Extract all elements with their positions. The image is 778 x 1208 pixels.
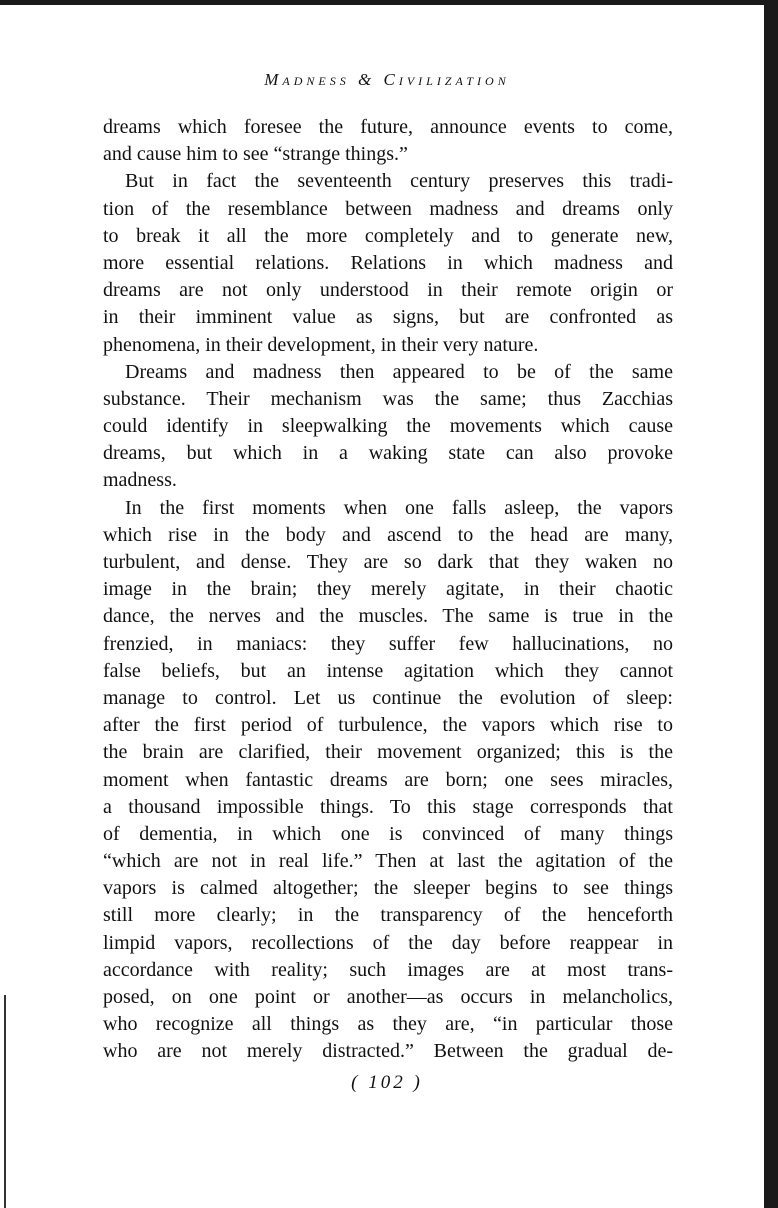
text-line: substance. Their mechanism was the same; thus Zacchias	[103, 387, 673, 410]
text-line: which rise in the body and ascend to the head are many,	[103, 523, 673, 546]
text-line: a thousand impossible things. To this stage corresponds that	[103, 795, 673, 818]
text-line: could identify in sleepwalking the movements which cause	[103, 415, 673, 438]
text-line: who are not merely distracted.” Between the gradual de-	[103, 1040, 673, 1063]
text-line: after the first period of turbulence, the vapors which rise to	[103, 714, 673, 737]
text-line: false beliefs, but an intense agitation which they cannot	[103, 659, 673, 682]
text-line: image in the brain; they merely agitate, in their chaotic	[103, 578, 673, 601]
text-line: tion of the resemblance between madness and dreams only	[103, 197, 673, 220]
text-line: dance, the nerves and the muscles. The same is true in the	[103, 605, 673, 628]
text-line: dreams, but which in a waking state can also provoke	[103, 442, 673, 465]
text-line: turbulent, and dense. They are so dark that they waken no	[103, 551, 673, 573]
text-line: dreams which foresee the future, announce events to come,	[103, 116, 673, 138]
page-top-edge	[0, 0, 764, 5]
text-line: vapors is calmed altogether; the sleeper begins to see things	[103, 877, 673, 900]
text-line: still more clearly; in the transparency of the henceforth	[103, 904, 673, 927]
text-line: who recognize all things as they are, “in particular those	[103, 1013, 673, 1036]
text-line: of dementia, in which one is convinced of many things	[103, 822, 673, 845]
scan-margin-line	[4, 995, 6, 1208]
text-line: phenomena, in their development, in their very nature.	[103, 333, 539, 356]
text-line: madness.	[103, 469, 177, 492]
page-right-edge	[764, 0, 778, 1208]
text-line: But in fact the seventeenth century preserves this tradi-	[125, 170, 673, 193]
text-line: and cause him to see “strange things.”	[103, 143, 408, 166]
body-text	[103, 114, 673, 1066]
text-line: in their imminent value as signs, but are confronted as	[103, 306, 673, 329]
text-line: the brain are clarified, their movement organized; this is the	[103, 741, 673, 764]
text-line: moment when fantastic dreams are born; one sees miracles,	[103, 768, 673, 791]
text-line: Dreams and madness then appeared to be of the same	[125, 360, 673, 383]
text-line: limpid vapors, recollections of the day before reappear in	[103, 931, 673, 954]
text-line: “which are not in real life.” Then at last the agitation of the	[103, 850, 673, 873]
text-line: In the first moments when one falls asleep, the vapors	[125, 496, 673, 519]
text-line: accordance with reality; such images are at most trans-	[103, 958, 673, 981]
page-number: ( 102 )	[351, 1072, 423, 1093]
running-head: Madness & Civilization	[264, 70, 510, 89]
text-line: posed, on one point or another—as occurs in melancholics,	[103, 986, 673, 1008]
text-line: frenzied, in maniacs: they suffer few hallucinations, no	[103, 632, 673, 655]
text-line: to break it all the more completely and to generate new,	[103, 224, 673, 247]
text-line: manage to control. Let us continue the evolution of sleep:	[103, 686, 673, 709]
text-line: dreams are not only understood in their remote origin or	[103, 279, 673, 302]
text-line: more essential relations. Relations in which madness and	[103, 251, 673, 274]
